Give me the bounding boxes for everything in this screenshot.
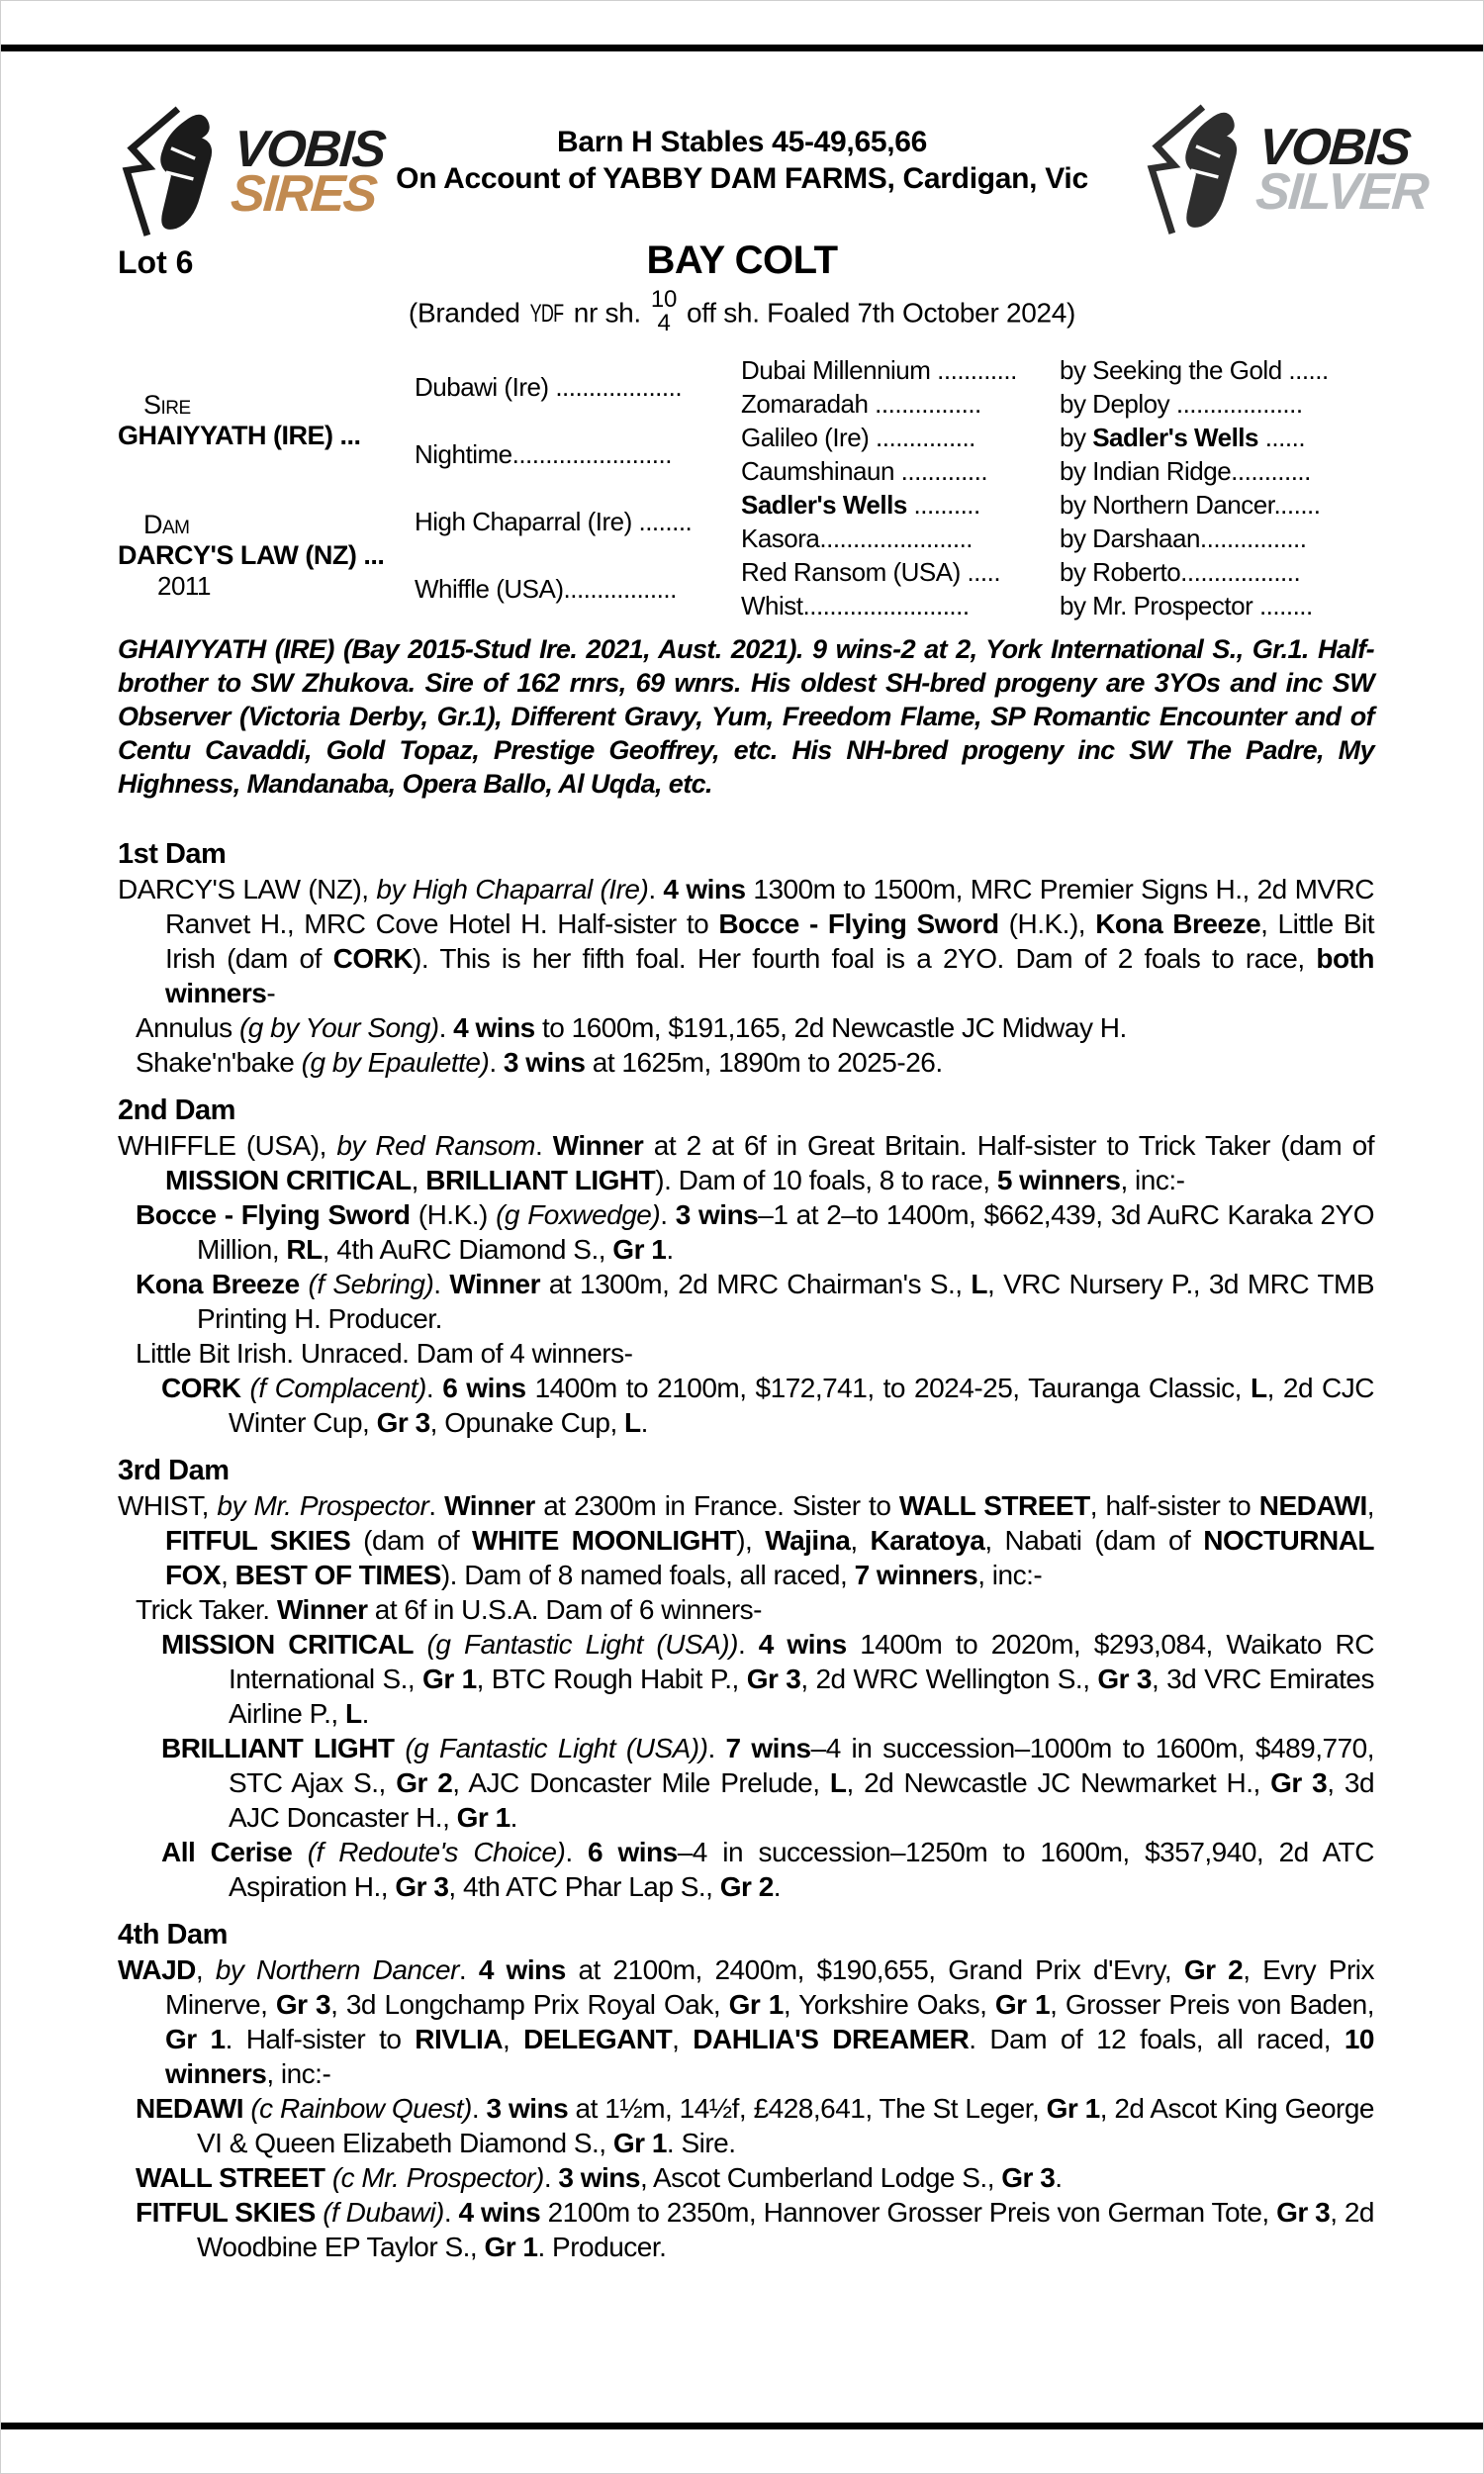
sire-name: GHAIYYATH (IRE) ... [118,421,361,450]
catalogue-paragraph: FITFUL SKIES (f Dubawi). 4 wins 2100m to 2350m, Hannover Grosser Preis von German Tote, Gr 3, 2d Woodbine EP Taylor S., Gr 1. Producer. [136,2197,1374,2262]
first-dam-heading: 1st Dam [118,838,227,870]
grandparent-sire: by Northern Dancer....... [1060,490,1321,520]
brand-line [1,288,1483,341]
catalogue-paragraph: Bocce - Flying Sword (H.K.) (g Foxwedge). 3 wins–1 at 2–to 1400m, $662,439, 3d AuRC Karaka 2YO Million, RL, 4th AuRC Diamond S., Gr 1. [136,1199,1374,1265]
catalogue-paragraph: WALL STREET (c Mr. Prospector). 3 wins, Ascot Cumberland Lodge S., Gr 3. [136,2162,1063,2193]
sire-dam-cell: Nightime........................ [415,438,672,469]
sire-summary: GHAIYYATH (IRE) (Bay 2015-Stud Ire. 2021, Aust. 2021). 9 wins-2 at 2, York International S., Gr.1. Half-brother to SW Zhukova. Sire of 162 rnrs, 69 wnrs. His oldest SH-bred progeny are 3YOs and inc SW Observer (Victoria Derby, Gr.1), Different Gravy, Yum, Freedom Flame, SP Romantic Encounter and of Centu Cavaddi, Gold Topaz, Prestige Geoffrey, etc. His NH-bred progeny inc SW The Padre, My Highness, Mandanaba, Opera Ballo, Al Uqda, etc. [118,634,1374,799]
catalogue-paragraph: WAJD, by Northern Dancer. 4 wins at 2100m, 2400m, $190,655, Grand Prix d'Evry, Gr 2, Evry Prix Minerve, Gr 3, 3d Longchamp Prix Royal Oak, Gr 1, Yorkshire Oaks, Gr 1, Grosser Preis von Baden, Gr 1. Half-sister to RIVLIA, DELEGANT, DAHLIA'S DREAMER. Dam of 12 foals, all raced, 10 winners, inc:- [118,1954,1375,2089]
logo-word-vobis: VOBIS [1256,119,1412,176]
catalogue-paragraph: WHIST, by Mr. Prospector. Winner at 2300m in France. Sister to WALL STREET, half-sister to NEDAWI, FITFUL SKIES (dam of WHITE MOONLIGHT), Wajina, Karatoya, Nabati (dam of NOCTURNAL FOX, BEST OF TIMES). Dam of 8 named foals, all raced, 7 winners, inc:- [118,1490,1375,1590]
catalogue-paragraph: DARCY'S LAW (NZ), by High Chaparral (Ire). 4 wins 1300m to 1500m, MRC Premier Signs H., 2d MVRC Ranvet H., MRC Cove Hotel H. Half-sister to Bocce - Flying Sword (H.K.), Kona Breeze, Little Bit Irish (dam of CORK). This is her fifth foal. Her fourth foal is a 2YO. Dam of 2 foals to race, both winners- [118,874,1375,1008]
sire-role-label: Sire [143,390,191,420]
catalogue-paragraph: NEDAWI (c Rainbow Quest). 3 wins at 1½m, 14½f, £428,641, The St Leger, Gr 1, 2d Ascot King George VI & Queen Elizabeth Diamond S., Gr 1. Sire. [136,2093,1374,2158]
lot-number: Lot 6 [118,244,194,280]
bottom-rule [1,2423,1483,2429]
logo-word-vobis: VOBIS [232,121,387,178]
catalogue-paragraph: Shake'n'bake (g by Epaulette). 3 wins at 1625m, 1890m to 2025-26. [136,1047,943,1078]
brand-post: off sh. Foaled 7th October 2024) [687,297,1076,329]
sire-sire-cell: Dubawi (Ire) ................... [415,371,683,402]
grandparent-name: Whist......................... [741,591,970,620]
brand-mid: nr sh. [573,297,641,329]
catalogue-paragraph: Annulus (g by Your Song). 4 wins to 1600m, $191,165, 2d Newcastle JC Midway H. [136,1012,1127,1043]
first-dam-section [118,837,1374,1080]
grandparent-sire: by Roberto.................. [1060,557,1301,587]
grandparent-sire: by Darshaan................ [1060,523,1307,553]
grandparent-name: Caumshinaun ............. [741,456,988,486]
brand-fraction [651,288,677,335]
grandparent-sire: by Sadler's Wells ...... [1060,423,1306,452]
dam-sections [118,837,1374,2264]
barn-line: Barn H Stables 45-49,65,66 [556,126,928,158]
dam-sire-cell: High Chaparral (Ire) ........ [415,506,693,536]
dam-year: 2011 [157,570,211,601]
third-dam-body [118,1488,1374,1904]
dam-dam-cell: Whiffle (USA)................. [415,573,677,604]
fourth-dam-body [118,1952,1374,2264]
top-rule [1,45,1483,51]
grandparent-sire: by Seeking the Gold ...... [1060,355,1329,385]
grandparent-name: Sadler's Wells .......... [741,490,980,520]
grandparent-name: Zomaradah ................ [741,389,981,419]
catalogue-paragraph: WHIFFLE (USA), by Red Ransom. Winner at 2 at 6f in Great Britain. Half-sister to Trick Taker (dam of MISSION CRITICAL, BRILLIANT LIGHT). Dam of 10 foals, 8 to race, 5 winners, inc:- [118,1130,1374,1195]
second-dam-section [118,1094,1374,1440]
catalogue-paragraph: Kona Breeze (f Sebring). Winner at 1300m, 2d MRC Chairman's S., L, VRC Nursery P., 3d MRC TMB Printing H. Producer. [136,1269,1375,1334]
logo-word-sires: SIRES [229,165,378,223]
brand-pre: (Branded [408,297,520,329]
dam-name: DARCY'S LAW (NZ) ... [118,539,385,570]
first-dam-body [118,872,1374,1080]
dam-cell [118,488,415,622]
sire-cell [118,353,415,488]
grandparent-name: Galileo (Ire) ............... [741,423,975,452]
page-title: BAY COLT [646,238,838,282]
catalogue-paragraph: CORK (f Complacent). 6 wins 1400m to 2100m, $172,741, to 2024-25, Tauranga Classic, L, 2d CJC Winter Cup, Gr 3, Opunake Cup, L. [161,1373,1374,1438]
grandparent-sire: by Indian Ridge............ [1060,456,1311,486]
catalogue-paragraph: All Cerise (f Redoute's Choice). 6 wins–4 in succession–1250m to 1600m, $357,940, 2d ATC Aspiration H., Gr 3, 4th ATC Phar Lap S., Gr 2. [161,1837,1375,1902]
grandparent-name: Red Ransom (USA) ..... [741,557,1001,587]
brand-code: YDF [529,300,564,329]
dam-role-label: Dam [143,509,190,539]
account-line: On Account of YABBY DAM FARMS, Cardigan, Vic [396,162,1088,195]
catalogue-paragraph: BRILLIANT LIGHT (g Fantastic Light (USA)). 7 wins–4 in succession–1000m to 1600m, $489,770, STC Ajax S., Gr 2, AJC Doncaster Mile Prelude, L, 2d Newcastle JC Newmarket H., Gr 3, 3d AJC Doncaster H., Gr 1. [161,1733,1375,1833]
grandparent-name: Dubai Millennium ............ [741,355,1017,385]
grandparent-sire: by Deploy ................... [1060,389,1303,419]
grandparent-sire: by Mr. Prospector ........ [1060,591,1313,620]
catalogue-paragraph: MISSION CRITICAL (g Fantastic Light (USA)). 4 wins 1400m to 2020m, $293,084, Waikato RC International S., Gr 1, BTC Rough Habit P., Gr 3, 2d WRC Wellington S., Gr 3, 3d VRC Emirates Airline P., L. [161,1629,1375,1729]
fourth-dam-heading: 4th Dam [118,1919,228,1951]
horse-jockey-icon [112,104,231,240]
brand-fraction-numerator: 10 [650,286,678,313]
fourth-dam-section [118,1918,1374,2264]
catalogue-paragraph: Little Bit Irish. Unraced. Dam of 4 winners- [136,1338,633,1369]
third-dam-heading: 3rd Dam [118,1455,230,1486]
logo-word-silver: SILVER [1253,163,1430,221]
second-dam-body [118,1128,1374,1440]
second-dam-heading: 2nd Dam [118,1094,235,1126]
consignor-block [298,124,1186,197]
pedigree-table [118,353,1380,622]
catalogue-paragraph: Trick Taker. Winner at 6f in U.S.A. Dam of 6 winners- [136,1594,763,1625]
brand-fraction-denominator: 4 [657,310,671,336]
vobis-silver-wordmark [1253,119,1432,221]
grandparent-name: Kasora....................... [741,523,974,553]
third-dam-section [118,1454,1374,1904]
